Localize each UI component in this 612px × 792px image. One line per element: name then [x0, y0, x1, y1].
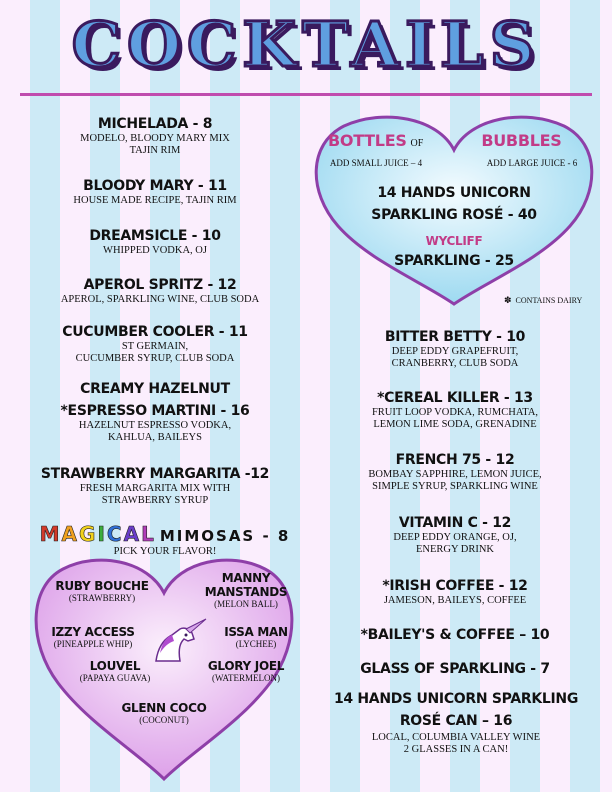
- magical-letter: A: [123, 522, 142, 546]
- item-desc: APEROL, SPARKLING WINE, CLUB SODA: [60, 294, 260, 305]
- menu-item-bloody-mary: [20, 177, 290, 207]
- magical-letter: G: [79, 522, 98, 546]
- flavor-manny-manstands: MANNY MANSTANDS (MELON BALL): [204, 571, 288, 609]
- item-name: APEROL SPRITZ - 12: [83, 277, 237, 293]
- magical-letter: M: [39, 522, 62, 546]
- menu-title: COCKTAILS: [71, 8, 541, 81]
- magical-letter: A: [61, 522, 80, 546]
- item-name: STRAWBERRY MARGARITA -12: [40, 466, 270, 482]
- magical-letter: C: [106, 522, 124, 546]
- menu-item-michelada: [20, 115, 290, 157]
- item-name: *ESPRESSO MARTINI - 16: [60, 403, 250, 419]
- unicorn-sparkling-rose: 14 HANDS UNICORN SPARKLING ROSÉ - 40: [371, 185, 537, 223]
- flavor-glory-joel: GLORY JOEL (WATERMELON): [207, 659, 285, 683]
- menu-item-aperol-spritz: [20, 276, 300, 306]
- mimosa-flavors-heart: [28, 553, 300, 783]
- bottles-of-bubbles-heart: [306, 112, 602, 308]
- dairy-icon: ✽: [504, 295, 512, 305]
- flavor-louvel: LOUVEL (PAPAYA GUAVA): [79, 659, 151, 683]
- item-desc: STRAWBERRY SYRUP: [101, 495, 209, 506]
- item-name: MICHELADA - 8: [97, 116, 213, 132]
- item-desc: FRESH MARGARITA MIX WITH: [79, 483, 231, 494]
- menu-item-french-75: FRENCH 75 - 12 BOMBAY SAPPHIRE, LEMON JUICE, SIMPLE SYRUP, SPARKLING WINE: [368, 452, 542, 492]
- flavor-issa-man: ISSA MAN (LYCHEE): [224, 625, 288, 649]
- menu-item-cereal-killer: *CEREAL KILLER - 13 FRUIT LOOP VODKA, RUMCHATA, LEMON LIME SODA, GRENADINE: [371, 390, 539, 430]
- menu-item-cucumber-cooler: [20, 323, 290, 365]
- item-desc: WHIPPED VODKA, OJ: [103, 245, 207, 256]
- item-name: CUCUMBER COOLER - 11: [62, 324, 248, 340]
- menu-item-vitamin-c: VITAMIN C - 12 DEEP EDDY ORANGE, OJ, ENERGY DRINK: [393, 515, 517, 555]
- menu-item-dreamsicle: [20, 227, 290, 257]
- magical-letters: [40, 522, 156, 546]
- mimosas-subtitle: PICK YOUR FLAVOR!: [113, 546, 217, 557]
- menu-item-espresso-martini: [20, 380, 290, 444]
- bottles-title: BOTTLES OF BUBBLES: [328, 131, 562, 150]
- item-desc: CUCUMBER SYRUP, CLUB SODA: [75, 353, 235, 364]
- title-divider: [20, 93, 592, 96]
- menu-item-strawberry-margarita: [10, 465, 300, 507]
- menu-item-baileys-coffee: *BAILEY'S & COFFEE – 10: [360, 627, 550, 643]
- flavor-ruby-bouche: RUBY BOUCHE (STRAWBERRY): [55, 579, 149, 603]
- item-desc: ST GERMAIN,: [121, 341, 189, 352]
- small-juice-addon: ADD SMALL JUICE – 4: [329, 158, 423, 168]
- wycliff-sparkling: WYCLIFF SPARKLING - 25: [394, 234, 514, 269]
- magical-letter: I: [97, 522, 107, 546]
- item-desc: TAJIN RIM: [129, 145, 181, 156]
- item-name: BLOODY MARY - 11: [83, 178, 227, 194]
- flavor-izzy-access: IZZY ACCESS (PINEAPPLE WHIP): [51, 625, 135, 649]
- item-desc: KAHLUA, BAILEYS: [108, 432, 202, 443]
- item-desc: HAZELNUT ESPRESSO VODKA,: [78, 420, 232, 431]
- menu-item-bitter-betty: BITTER BETTY - 10 DEEP EDDY GRAPEFRUIT, CRANBERRY, CLUB SODA: [384, 329, 526, 369]
- item-desc: HOUSE MADE RECIPE, TAJIN RIM: [73, 195, 237, 206]
- item-name: CREAMY HAZELNUT: [80, 381, 230, 397]
- menu-item-irish-coffee: *IRISH COFFEE - 12 JAMESON, BAILEYS, COFFEE: [382, 578, 528, 606]
- mimosas-title: MIMOSAS - 8: [159, 527, 291, 545]
- flavor-glenn-coco: GLENN COCO (COCONUT): [121, 701, 207, 725]
- item-desc: MODELO, BLOODY MARY MIX: [80, 133, 230, 144]
- large-juice-addon: ADD LARGE JUICE - 6: [486, 158, 578, 168]
- magical-letter: L: [141, 522, 156, 546]
- item-name: DREAMSICLE - 10: [89, 228, 221, 244]
- menu-item-glass-of-sparkling: GLASS OF SPARKLING - 7: [360, 661, 550, 677]
- dairy-note: ✽ CONTAINS DAIRY: [504, 295, 583, 305]
- menu-item-unicorn-rose-can: 14 HANDS UNICORN SPARKLING ROSÉ CAN – 16 LOCAL, COLUMBIA VALLEY WINE 2 GLASSES IN A CAN!: [333, 691, 579, 755]
- unicorn-icon: [150, 617, 208, 663]
